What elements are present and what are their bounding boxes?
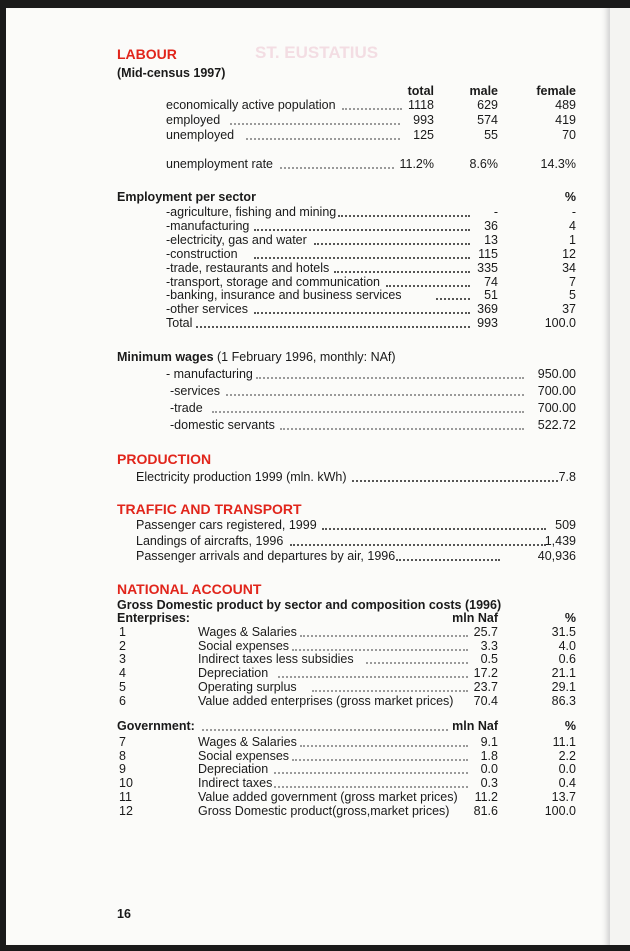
row-label: Passenger arrivals and departures by air, 1996 [136, 549, 396, 563]
row-label: Total [166, 316, 193, 331]
row-label: -electricity, gas and water [166, 232, 307, 247]
value-pct: 100.0 [544, 316, 576, 331]
value-count: 993 [477, 316, 498, 331]
value-total: 125 [413, 128, 434, 142]
value-amount: 700.00 [537, 384, 576, 398]
leader-dots [280, 416, 524, 430]
value-mln: 23.7 [473, 679, 498, 694]
row-label: Social expenses [198, 748, 290, 763]
value-male: 629 [477, 98, 498, 112]
leader-dots [254, 217, 470, 231]
value-mln: 25.7 [473, 625, 498, 639]
col-header-total: total [407, 84, 434, 98]
row-label: Indirect taxes [198, 776, 273, 791]
row-label: Gross Domestic product(gross,market prices) [198, 803, 450, 818]
value-mln: 70.4 [473, 693, 498, 708]
wages-title [117, 350, 396, 364]
wages-title-note: (1 February 1996, monthly: NAf) [213, 350, 396, 364]
enterprises-pct-header: % [564, 611, 576, 625]
row-label: -trade [170, 401, 203, 415]
value-count: - [493, 205, 498, 219]
value-amount: 522.72 [537, 418, 576, 432]
row-label: employed [166, 113, 221, 127]
row-number: 7 [119, 735, 126, 749]
value-pct: 100.0 [544, 803, 576, 818]
value-pct: 5 [569, 288, 576, 303]
value-pct: 4 [569, 218, 576, 233]
leader-dots [256, 365, 524, 379]
value-pct: 13.7 [551, 789, 576, 804]
value-pct: 0.4 [558, 776, 576, 791]
value-count: 335 [477, 260, 498, 275]
col-header-male: male [469, 84, 498, 98]
production-row-label: Electricity production 1999 (mln. kWh) [136, 470, 347, 484]
row-number: 2 [119, 638, 126, 653]
row-number: 9 [119, 762, 126, 777]
value-female: 70 [562, 128, 576, 142]
value-mln: 0.5 [480, 652, 498, 667]
value-mln: 0.0 [480, 762, 498, 777]
value-total: 993 [413, 113, 434, 127]
production-row-value: 7.8 [558, 470, 576, 484]
value-pct: - [571, 205, 576, 219]
value-pct: 21.1 [551, 666, 576, 681]
value-male: 574 [477, 113, 498, 127]
row-label: -services [170, 384, 221, 398]
row-label: economically active population [166, 98, 336, 112]
row-number: 10 [119, 776, 133, 791]
national-title: NATIONAL ACCOUNT [117, 581, 262, 597]
value-mln: 0.3 [480, 776, 498, 791]
value-pct: 34 [562, 260, 576, 275]
value-count: 369 [477, 302, 498, 317]
row-label: Depreciation [198, 762, 269, 777]
leader-dots [254, 245, 470, 259]
show-through-title: ST. EUSTATIUS [255, 43, 379, 62]
employment-pct-header: % [564, 190, 576, 204]
value-count: 509 [555, 518, 576, 532]
leader-dots [196, 314, 470, 328]
leader-dots [290, 532, 546, 546]
value-mln: 11.2 [474, 789, 498, 804]
value-amount: 700.00 [537, 401, 576, 415]
value-count: 1,439 [544, 533, 576, 548]
value-female: 14.3% [540, 157, 576, 171]
row-label: -domestic servants [170, 418, 275, 432]
row-label: -trade, restaurants and hotels [166, 260, 330, 275]
value-male: 8.6% [469, 157, 498, 171]
row-number: 4 [119, 666, 126, 681]
value-total: 1118 [408, 98, 434, 112]
value-count: 36 [484, 218, 498, 233]
row-label: Wages & Salaries [198, 625, 297, 639]
row-label: unemployment rate [166, 157, 274, 171]
leader-dots [230, 111, 400, 125]
value-pct: 0.6 [558, 652, 576, 667]
traffic-title: TRAFFIC AND TRANSPORT [117, 501, 302, 517]
value-total: 11.2% [399, 157, 434, 171]
row-number: 1 [119, 625, 126, 639]
labour-title: LABOUR [117, 46, 177, 62]
row-label: -other services [166, 302, 248, 317]
row-number: 6 [119, 693, 126, 708]
value-pct: 12 [562, 246, 576, 261]
value-pct: 11.1 [552, 735, 576, 749]
row-label: -banking, insurance and business services [166, 288, 402, 303]
value-mln: 9.1 [480, 735, 498, 749]
wages-title-bold: Minimum wages [117, 350, 214, 364]
value-mln: 1.8 [480, 748, 498, 763]
enterprises-label: Enterprises: [117, 611, 190, 625]
page-edge [609, 8, 630, 945]
value-mln: 17.2 [473, 666, 498, 681]
row-label: -transport, storage and communication [166, 274, 380, 289]
row-label: Depreciation [198, 666, 269, 681]
value-count: 74 [484, 274, 498, 289]
row-label: Operating surplus [198, 679, 297, 694]
value-pct: 0.0 [558, 762, 576, 777]
leader-dots [246, 126, 400, 140]
value-pct: 1 [569, 232, 576, 247]
value-mln: 81.6 [473, 803, 498, 818]
row-label: Wages & Salaries [198, 735, 297, 749]
row-number: 8 [119, 748, 126, 763]
value-pct: 4.0 [558, 638, 576, 653]
government-pct-header: % [564, 719, 576, 733]
leader-dots [396, 547, 500, 561]
value-pct: 31.5 [551, 625, 576, 639]
row-label: -agriculture, fishing and mining [166, 205, 337, 219]
row-label: Value added enterprises (gross market prices) [198, 693, 454, 708]
row-label: unemployed [166, 128, 235, 142]
leader-dots [212, 399, 524, 413]
row-label: Passenger cars registered, 1999 [136, 518, 317, 532]
leader-dots [254, 300, 470, 314]
labour-subtitle: (Mid-census 1997) [117, 66, 226, 80]
government-label: Government: [117, 719, 195, 733]
employment-title: Employment per sector [117, 190, 256, 204]
row-number: 5 [119, 679, 126, 694]
value-count: 40,936 [537, 549, 576, 563]
leader-dots [226, 382, 524, 396]
row-number: 12 [119, 803, 133, 818]
value-pct: 2.2 [558, 748, 576, 763]
national-subtitle: Gross Domestic product by sector and composition costs (1996) [117, 598, 502, 612]
row-label: Landings of aircrafts, 1996 [136, 533, 284, 548]
value-amount: 950.00 [537, 367, 576, 381]
production-title: PRODUCTION [117, 451, 212, 467]
row-number: 3 [119, 652, 126, 667]
value-pct: 29.1 [551, 679, 576, 694]
page-number: 16 [117, 907, 131, 921]
value-pct: 37 [562, 302, 576, 317]
row-label: Indirect taxes less subsidies [198, 652, 354, 667]
value-count: 13 [484, 232, 498, 247]
value-count: 51 [484, 288, 498, 303]
leader-dots [202, 717, 448, 731]
value-pct: 7 [569, 274, 576, 289]
value-count: 115 [478, 246, 498, 261]
row-label: Value added government (gross market prices) [198, 789, 458, 804]
value-female: 419 [555, 113, 576, 127]
government-unit: mln Naf [452, 719, 498, 733]
row-label: Social expenses [198, 638, 290, 653]
value-pct: 86.3 [551, 693, 576, 708]
leader-dots [280, 155, 394, 169]
col-header-female: female [536, 84, 576, 98]
enterprises-unit: mln Naf [452, 611, 498, 625]
value-female: 489 [555, 98, 576, 112]
row-label: - manufacturing [166, 367, 253, 381]
value-male: 55 [484, 128, 498, 142]
row-label: -construction [166, 246, 238, 261]
row-number: 11 [119, 789, 132, 804]
value-mln: 3.3 [480, 638, 498, 653]
row-label: -manufacturing [166, 218, 250, 233]
